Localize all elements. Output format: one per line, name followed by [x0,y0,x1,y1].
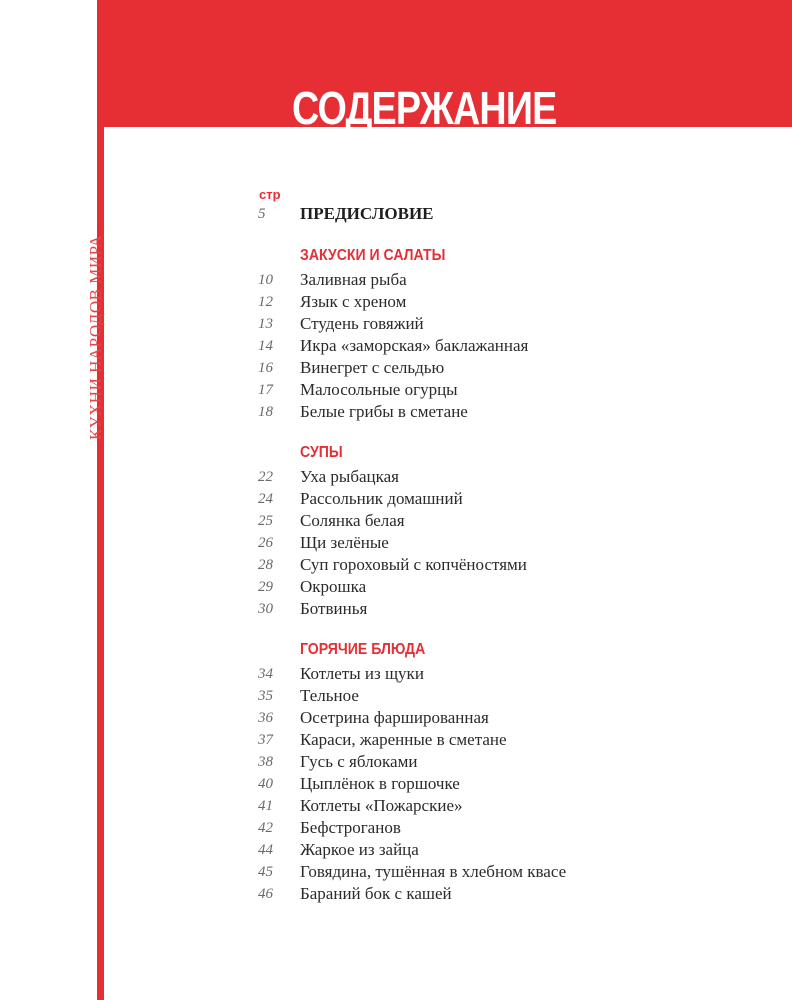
entry-page-number: 25 [258,513,273,529]
section-heading: ГОРЯЧИЕ БЛЮДА [300,641,426,658]
entry-page-number: 40 [258,776,273,792]
entry-title: Бараний бок с кашей [300,884,452,903]
entry-title: Ботвинья [300,599,368,618]
entry-title: Малосольные огурцы [300,380,458,399]
entry-page-number: 35 [258,688,273,704]
entry-page-number: 30 [258,601,273,617]
entry-page-number: 41 [258,798,273,814]
entry-page-number: 34 [258,666,273,682]
entry-title: Солянка белая [300,511,405,530]
page-column-label: стр [259,187,281,202]
entry-page-number: 18 [258,404,273,420]
margin-rule [97,0,104,1000]
book-series-label: КУХНИ НАРОДОВ МИРА [86,234,105,440]
entry-title: Гусь с яблоками [300,752,418,771]
entry-page-number: 22 [258,469,273,485]
entry-page-number: 5 [258,206,266,222]
entry-title: Рассольник домашний [300,489,463,508]
entry-title: Котлеты из щуки [300,664,424,683]
entry-page-number: 38 [258,754,273,770]
entry-page-number: 42 [258,820,273,836]
entry-page-number: 29 [258,579,273,595]
entry-page-number: 10 [258,272,273,288]
entry-title: Язык с хреном [300,292,407,311]
section-heading: СУПЫ [300,444,343,461]
entry-title: Икра «заморская» баклажанная [300,336,529,355]
entry-title: Цыплёнок в горшочке [300,774,460,793]
entry-title: Уха рыбацкая [300,467,399,486]
entry-title: Белые грибы в сметане [300,402,468,421]
entry-title: Говядина, тушённая в хлебном квасе [300,862,567,881]
page-title: СОДЕРЖАНИЕ [292,82,557,134]
entry-title: Заливная рыба [300,270,407,289]
entry-page-number: 13 [258,316,273,332]
entry-title: Винегрет с сельдью [300,358,445,377]
entry-title: Суп гороховый с копчёностями [300,555,527,574]
entry-title: Осетрина фаршированная [300,708,489,727]
entry-title: Тельное [300,686,359,705]
entry-title: Студень говяжий [300,314,424,333]
entry-page-number: 16 [258,360,273,376]
entry-page-number: 45 [258,864,273,880]
entry-title: Окрошка [300,577,367,596]
entry-page-number: 46 [258,886,273,902]
entry-page-number: 28 [258,557,273,573]
entry-title: Котлеты «Пожарские» [300,796,463,815]
entry-title: Караси, жаренные в сметане [300,730,507,749]
entry-page-number: 12 [258,294,273,310]
entry-title: Щи зелёные [300,533,389,552]
entry-page-number: 26 [258,535,273,551]
entry-title: Жаркое из зайца [300,840,419,859]
entry-page-number: 37 [258,732,273,748]
entry-title: ПРЕДИСЛОВИЕ [300,204,434,223]
entry-title: Бефстроганов [300,818,401,837]
entry-page-number: 36 [258,710,273,726]
entry-page-number: 24 [258,491,273,507]
entry-page-number: 44 [258,842,273,858]
entry-page-number: 14 [258,338,273,354]
entry-page-number: 17 [258,382,273,398]
section-heading: ЗАКУСКИ И САЛАТЫ [300,247,446,264]
